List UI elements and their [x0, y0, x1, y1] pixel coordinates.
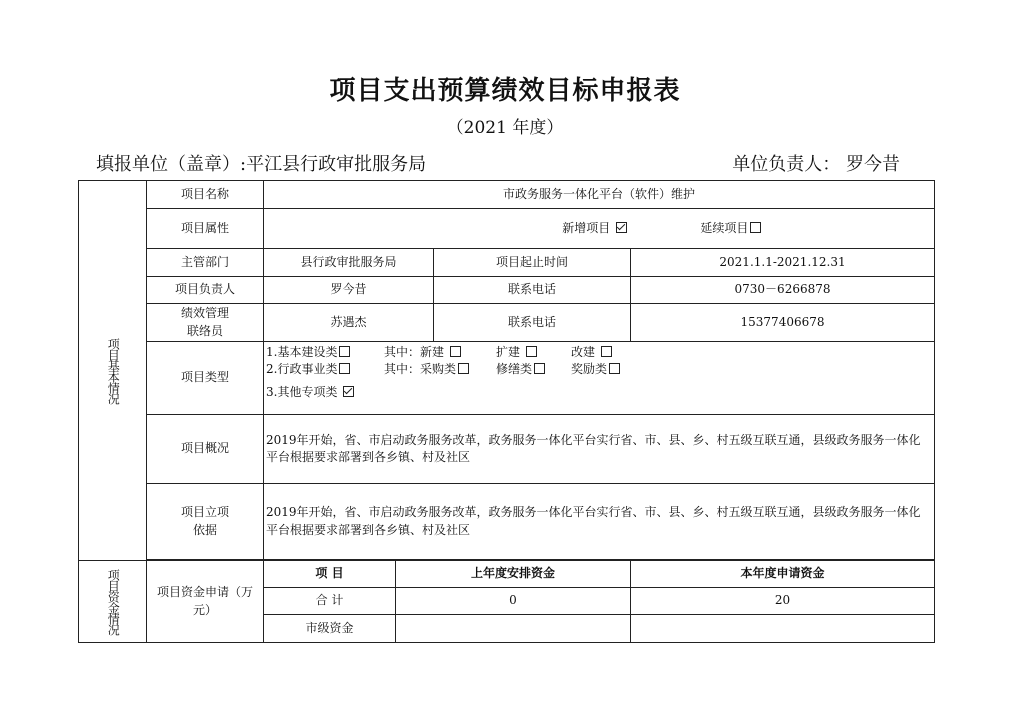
basis-text: 2019年开始，省、市启动政务服务改革，政务服务一体化平台实行省、市、县、乡、村五级互联互通，县级政务服务一体化平台根据要求部署到各乡镇、村及社区 [264, 484, 935, 560]
row-contact [79, 304, 935, 342]
funds-city-this [631, 615, 935, 643]
row-project-name [79, 181, 935, 209]
owner-label: 项目负责人 [147, 277, 264, 304]
type-row-2 [266, 361, 932, 378]
type-row-1-main: 1.基本建设类 [266, 344, 344, 361]
dept-label: 主管部门 [147, 249, 264, 277]
basis-label [147, 484, 264, 560]
type-row-2-opt3: 奖励类 [571, 361, 646, 378]
attr-new-label: 新增项目 [562, 220, 611, 235]
type-row-2-main: 2.行政事业类 [266, 361, 344, 378]
unit-leader: 单位负责人： 罗今昔 [732, 154, 900, 175]
funds-city-last [396, 615, 631, 643]
type-row-1-sub: 其中：新建 [344, 344, 496, 361]
row-overview [79, 415, 935, 484]
funds-city-item: 市级资金 [264, 615, 396, 643]
type-row-2-sub: 其中：采购类 [344, 361, 496, 378]
page-title: 项目支出预算绩效目标申报表 [329, 76, 681, 106]
row-owner [79, 277, 935, 304]
owner-phone-value: 0730－6266878 [631, 277, 935, 304]
contact-label-line2: 联络员 [186, 323, 223, 338]
basis-label-line2: 依据 [192, 522, 217, 537]
funds-total-this: 20 [631, 588, 935, 615]
dept-value: 县行政审批服务局 [264, 249, 434, 277]
row-project-attr [79, 209, 935, 249]
type-row-2-opt2: 修缮类 [496, 361, 571, 378]
row-funds-header [79, 561, 935, 588]
funds-apply-label: 项目资金申请（万元） [147, 561, 264, 643]
row-project-type [79, 342, 935, 415]
overview-text: 2019年开始，省、市启动政务服务改革，政务服务一体化平台实行省、市、县、乡、村五级互联互通，县级政务服务一体化平台根据要求部署到各乡镇、村及社区 [264, 415, 935, 484]
contact-phone-value: 15377406678 [631, 304, 935, 342]
owner-phone-label: 联系电话 [434, 277, 631, 304]
funds-total-item: 合 计 [264, 588, 396, 615]
project-attr-label: 项目属性 [147, 209, 264, 249]
contact-phone-label: 联系电话 [434, 304, 631, 342]
project-name-label: 项目名称 [147, 181, 264, 209]
reporting-unit: 填报单位（盖章）:平江县行政审批服务局 [96, 154, 427, 175]
type-label: 项目类型 [147, 342, 264, 415]
overview-label: 项目概况 [147, 415, 264, 484]
funds-total-last: 0 [396, 588, 631, 615]
report-year: （2021 年度） [446, 118, 564, 138]
attr-new-checkbox[interactable] [616, 222, 627, 233]
type-row-1 [266, 344, 932, 361]
section-basic-label: 项目基本情况 [79, 181, 147, 561]
contact-value: 苏遇杰 [264, 304, 434, 342]
contact-label [147, 304, 264, 342]
type-other-checkbox[interactable] [343, 386, 354, 397]
funds-col-item: 项 目 [264, 561, 396, 588]
project-name-value: 市政务服务一体化平台（软件）维护 [264, 181, 935, 209]
row-department [79, 249, 935, 277]
type-value [264, 342, 935, 415]
basis-label-line1: 项目立项 [180, 505, 229, 520]
type-row-3 [266, 384, 932, 401]
type-row-1-opt3: 改建 [571, 344, 646, 361]
project-attr-value [264, 209, 935, 249]
owner-value: 罗今昔 [264, 277, 434, 304]
type-row-1-opt2: 扩建 [496, 344, 571, 361]
contact-label-line1: 绩效管理 [180, 306, 229, 321]
period-label: 项目起止时间 [434, 249, 631, 277]
row-basis [79, 484, 935, 560]
period-value: 2021.1.1-2021.12.31 [631, 249, 935, 277]
attr-continue-checkbox[interactable] [750, 222, 761, 233]
budget-form-table [78, 180, 935, 643]
funds-col-this: 本年度申请资金 [631, 561, 935, 588]
funds-col-last: 上年度安排资金 [396, 561, 631, 588]
attr-continue-label: 延续项目 [700, 220, 749, 235]
type-other-label: 3.其他专项类 [266, 384, 338, 399]
section-funds-label: 项目资金情况 [79, 561, 147, 643]
